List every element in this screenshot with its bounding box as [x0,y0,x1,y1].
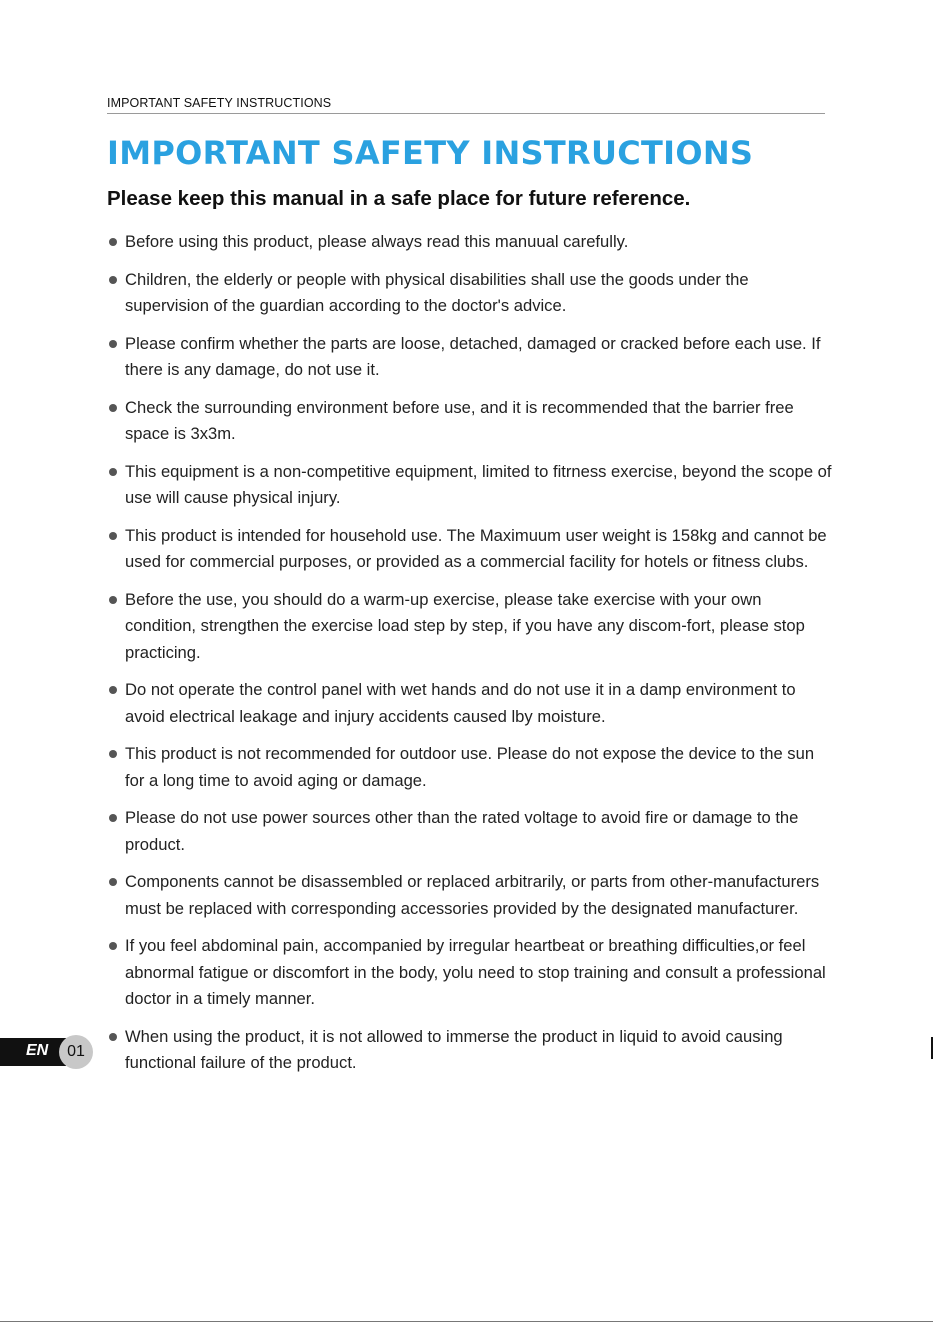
safety-instructions-list [107,229,837,1088]
list-item [107,587,837,667]
bullet-icon [109,596,117,604]
list-item [107,1024,837,1077]
list-item-text: When using the product, it is not allowed to immerse the product in liquid to avoid causing functional failure of the product. [125,1026,783,1072]
bullet-icon [109,878,117,886]
page-title: IMPORTANT SAFETY INSTRUCTIONS [107,134,754,172]
list-item [107,395,837,448]
list-item-text: Before using this product, please always read this manuual carefully. [125,232,629,251]
list-item-text: Do not operate the control panel with wet hands and do not use it in a damp environment to avoid electrical leakage and injury accidents caused lby moisture. [125,680,796,726]
list-item [107,869,837,922]
running-header: IMPORTANT SAFETY INSTRUCTIONS [107,96,332,110]
list-item-text: This product is not recommended for outdoor use. Please do not expose the device to the sun for a long time to avoid aging or damage. [125,744,815,790]
list-item-text: Please do not use power sources other than the rated voltage to avoid fire or damage to the product. [125,808,799,854]
bullet-icon [109,340,117,348]
bullet-icon [109,404,117,412]
list-item-text: Children, the elderly or people with physical disabilities shall use the goods under the supervision of the guardian according to the doctor's advice. [125,269,749,315]
list-item-text: This product is intended for household use. The Maximuum user weight is 158kg and cannot be used for commercial purposes, or provided as a commercial facility for hotels or fitness clubs. [125,525,827,571]
language-label: EN [26,1042,49,1059]
bullet-icon [109,276,117,284]
list-item-text: Check the surrounding environment before use, and it is recommended that the barrier free space is 3x3m. [125,397,794,443]
bullet-icon [109,750,117,758]
bullet-icon [109,468,117,476]
list-item-text: This equipment is a non-competitive equipment, limited to fitrness exercise, beyond the scope of use will cause physical injury. [125,461,832,507]
bullet-icon [109,686,117,694]
bullet-icon [109,238,117,246]
header-divider [107,113,825,114]
list-item [107,741,837,794]
bullet-icon [109,1033,117,1041]
list-item-text: Before the use, you should do a warm-up exercise, please take exercise with your own condition, strengthen the exercise load step by step, if you have any discom-fort, please stop practicing. [125,589,805,662]
list-item [107,229,837,256]
page-subtitle: Please keep this manual in a safe place for future reference. [107,187,691,210]
bottom-divider [0,1321,933,1322]
list-item [107,805,837,858]
page-number: 01 [59,1035,93,1069]
list-item-text: If you feel abdominal pain, accompanied by irregular heartbeat or breathing difficulties,or feel abnormal fatigue or discomfort in the body, yolu need to stop training and consult a professional doctor in a timely manner. [125,936,826,1008]
list-item [107,933,837,1013]
list-item [107,331,837,384]
list-item [107,459,837,512]
bullet-icon [109,532,117,540]
bullet-icon [109,942,117,950]
list-item [107,267,837,320]
bullet-icon [109,814,117,822]
list-item-text: Please confirm whether the parts are loose, detached, damaged or cracked before each use. If there is any damage, do not use it. [125,333,821,379]
list-item [107,677,837,730]
list-item-text: Components cannot be disassembled or replaced arbitrarily, or parts from other-manufacturers must be replaced with corresponding accessories provided by the designated manufacturer. [125,872,820,918]
list-item [107,523,837,576]
